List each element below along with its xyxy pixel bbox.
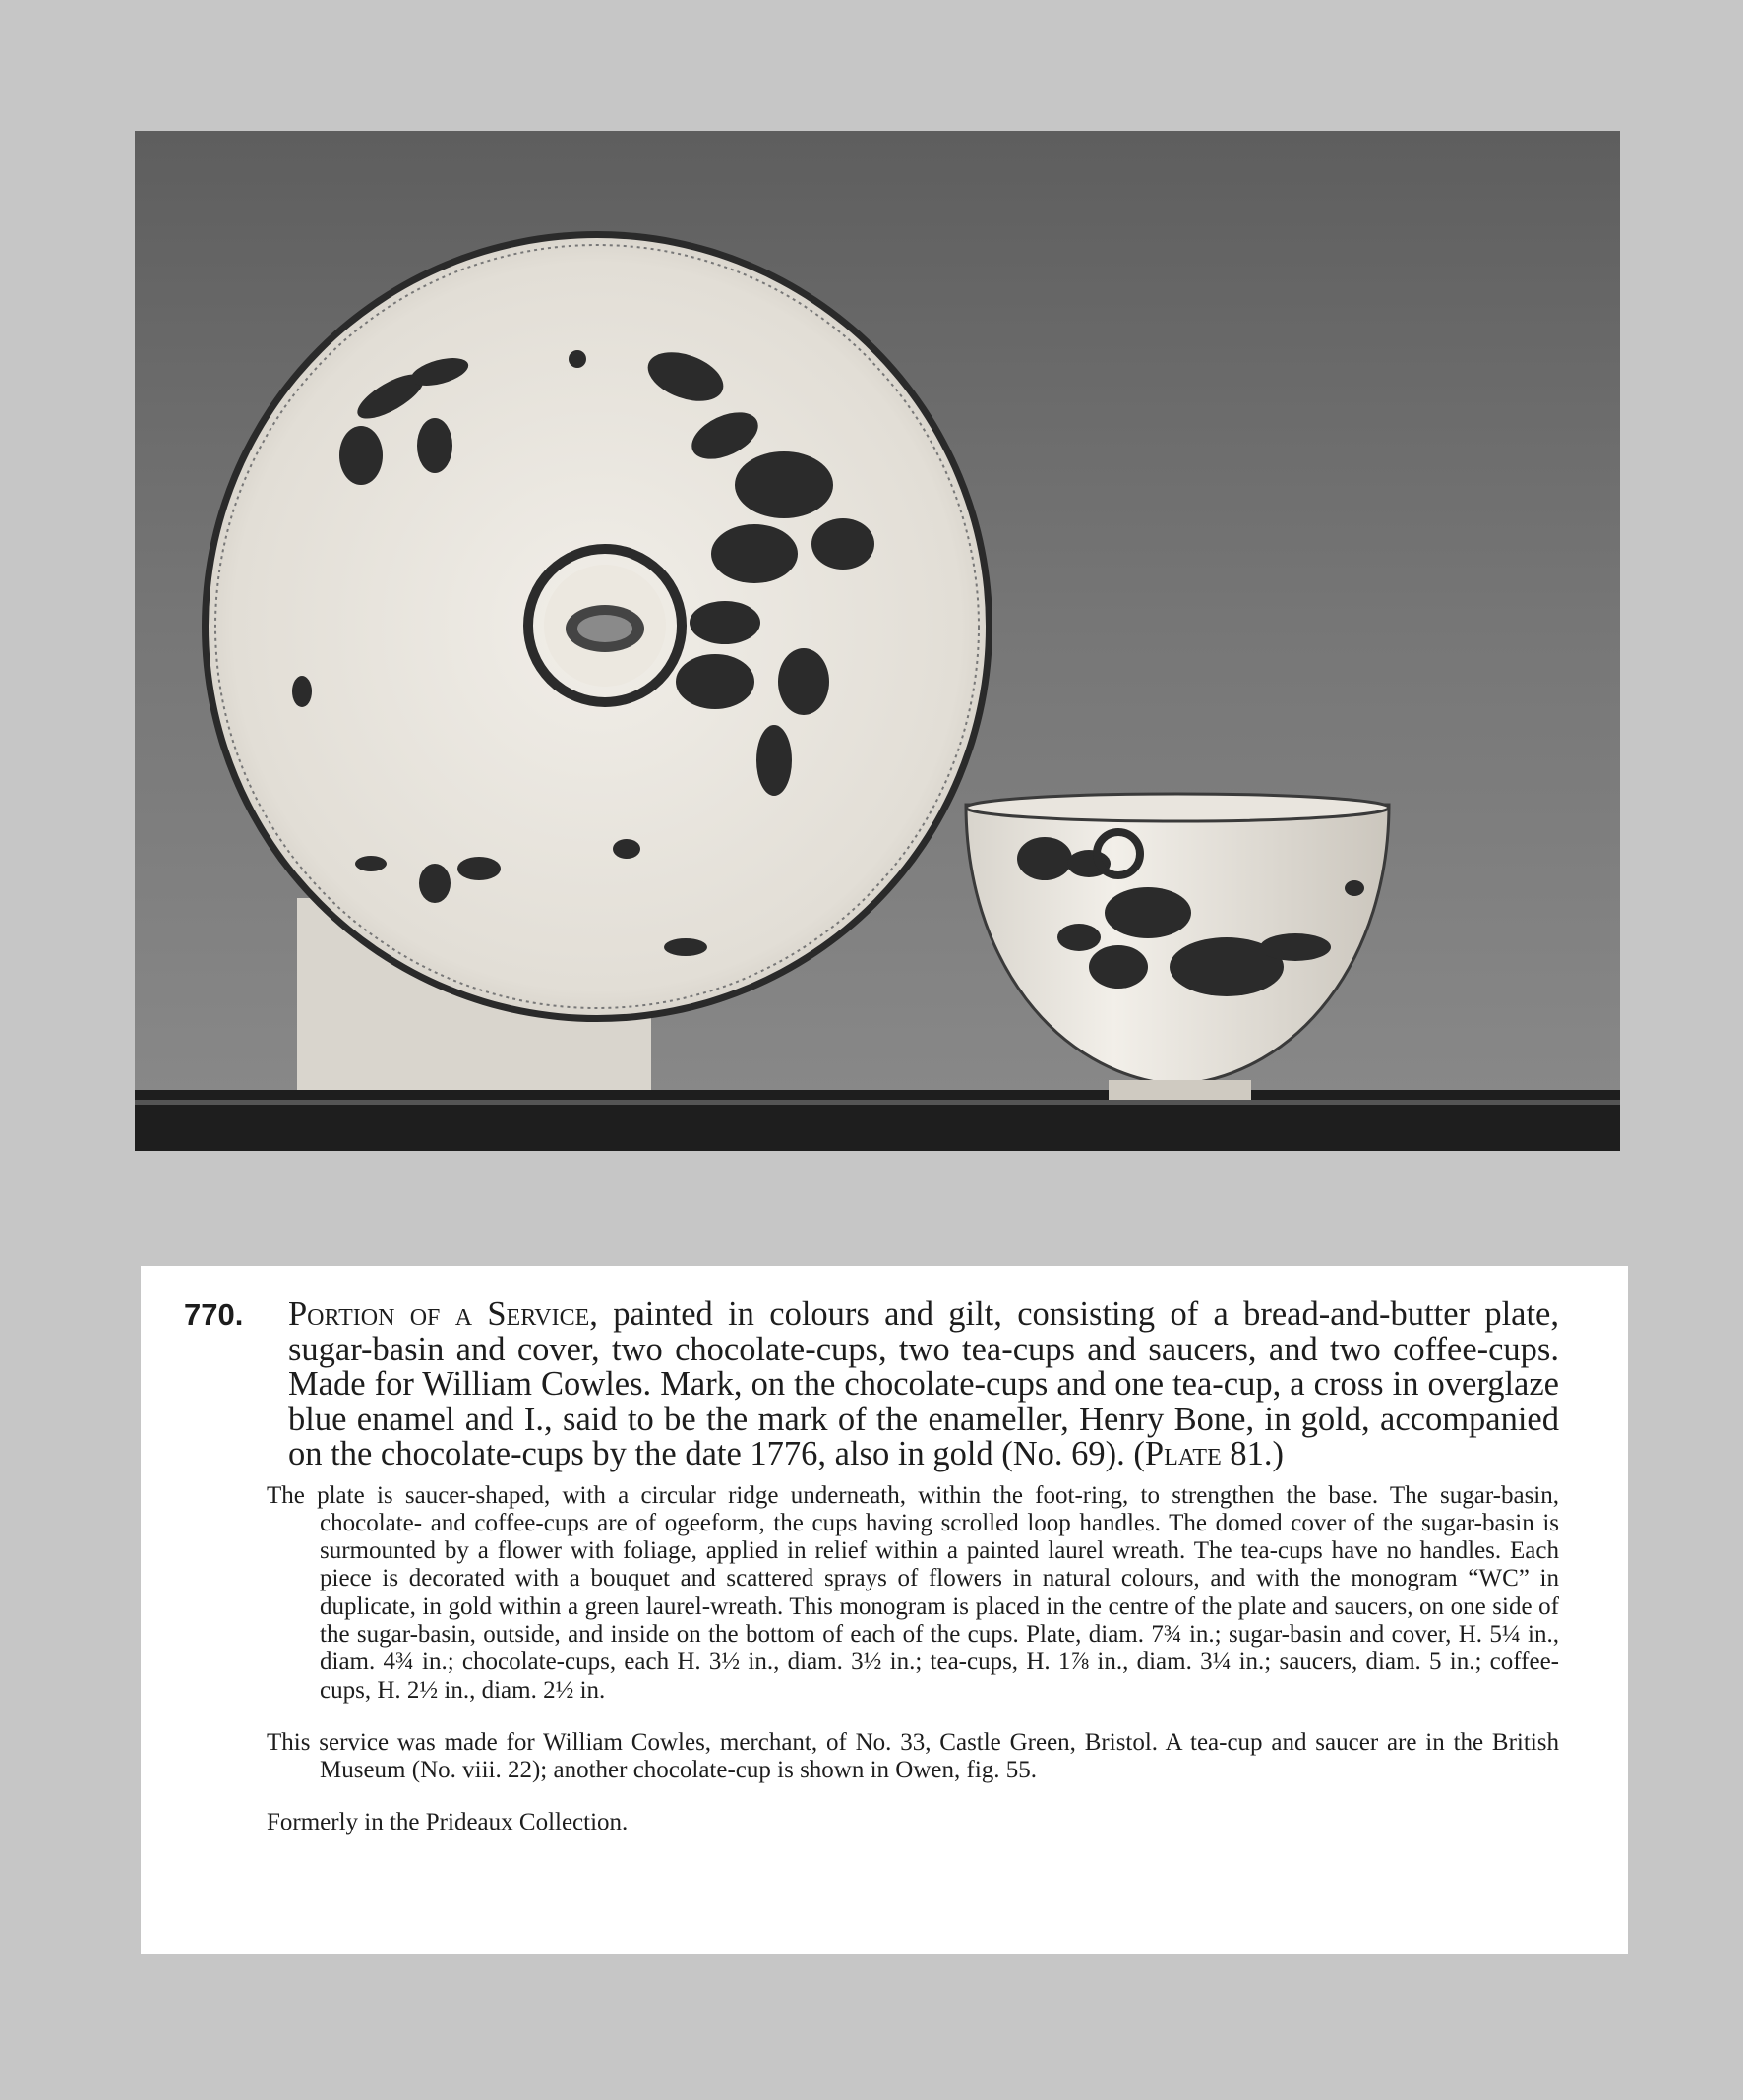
photo-illustration — [135, 131, 1620, 1151]
catalogue-caption — [141, 1266, 1628, 1954]
entry-heading: Portion of a Service — [288, 1295, 590, 1333]
entry-main-text: , painted in colours and gilt, consisting of a bread-and-butter plate, sugar-basin and cover, two chocolate-cups, two tea-cups and saucers, and two coffee-cups. Made for William Cowles. Mark, on the chocolate-cups and one tea-cup, a cross in overglaze blue enamel and I., said to be the mark of the enameller, Henry Bone, in gold, accompanied on the chocolate-cups by the date 1776, also in gold (No. 69). ( — [288, 1295, 1559, 1472]
provenance-note: This service was made for William Cowles, merchant, of No. 33, Castle Green, Bristol. A tea-cup and saucer are in the British Museum (No. viii. 22); another chocolate-cup is shown in Owen, fig. 55. — [267, 1728, 1559, 1784]
former-collection-note: Formerly in the Prideaux Collection. — [267, 1809, 629, 1836]
plate-reference-number: 81.) — [1221, 1435, 1284, 1472]
teacup-foot — [1109, 1080, 1251, 1100]
description-note: The plate is saucer-shaped, with a circular ridge underneath, within the foot-ring, to strengthen the base. The sugar-basin, chocolate- and coffee-cups are of ogeeform, the cups having scrolled loop handles. The domed cover of the sugar-basin is surmounted by a flower with foliage, applied in relief within a painted laurel wreath. The tea-cups have no handles. Each piece is decorated with a bouquet and scattered sprays of flowers in natural colours, and with the monogram “WC” in duplicate, in gold within a green laurel-wreath. This monogram is placed in the centre of the plate and saucers, on one side of the sugar-basin, outside, and inside on the bottom of each of the cups. Plate, diam. 7¾ in.; sugar-basin and cover, H. 5¼ in., diam. 4¾ in.; chocolate-cups, each H. 3½ in., diam. 3½ in.; tea-cups, H. 1⅞ in., diam. 3¼ in.; saucers, diam. 5 in.; coffee-cups, H. 2½ in., diam. 2½ in. — [267, 1481, 1559, 1704]
shelf — [135, 1090, 1620, 1151]
porcelain-photograph — [135, 131, 1620, 1151]
entry-number: 770. — [184, 1297, 244, 1332]
catalogue-entry — [184, 1297, 1559, 1472]
plate-reference-label: Plate — [1144, 1435, 1222, 1472]
